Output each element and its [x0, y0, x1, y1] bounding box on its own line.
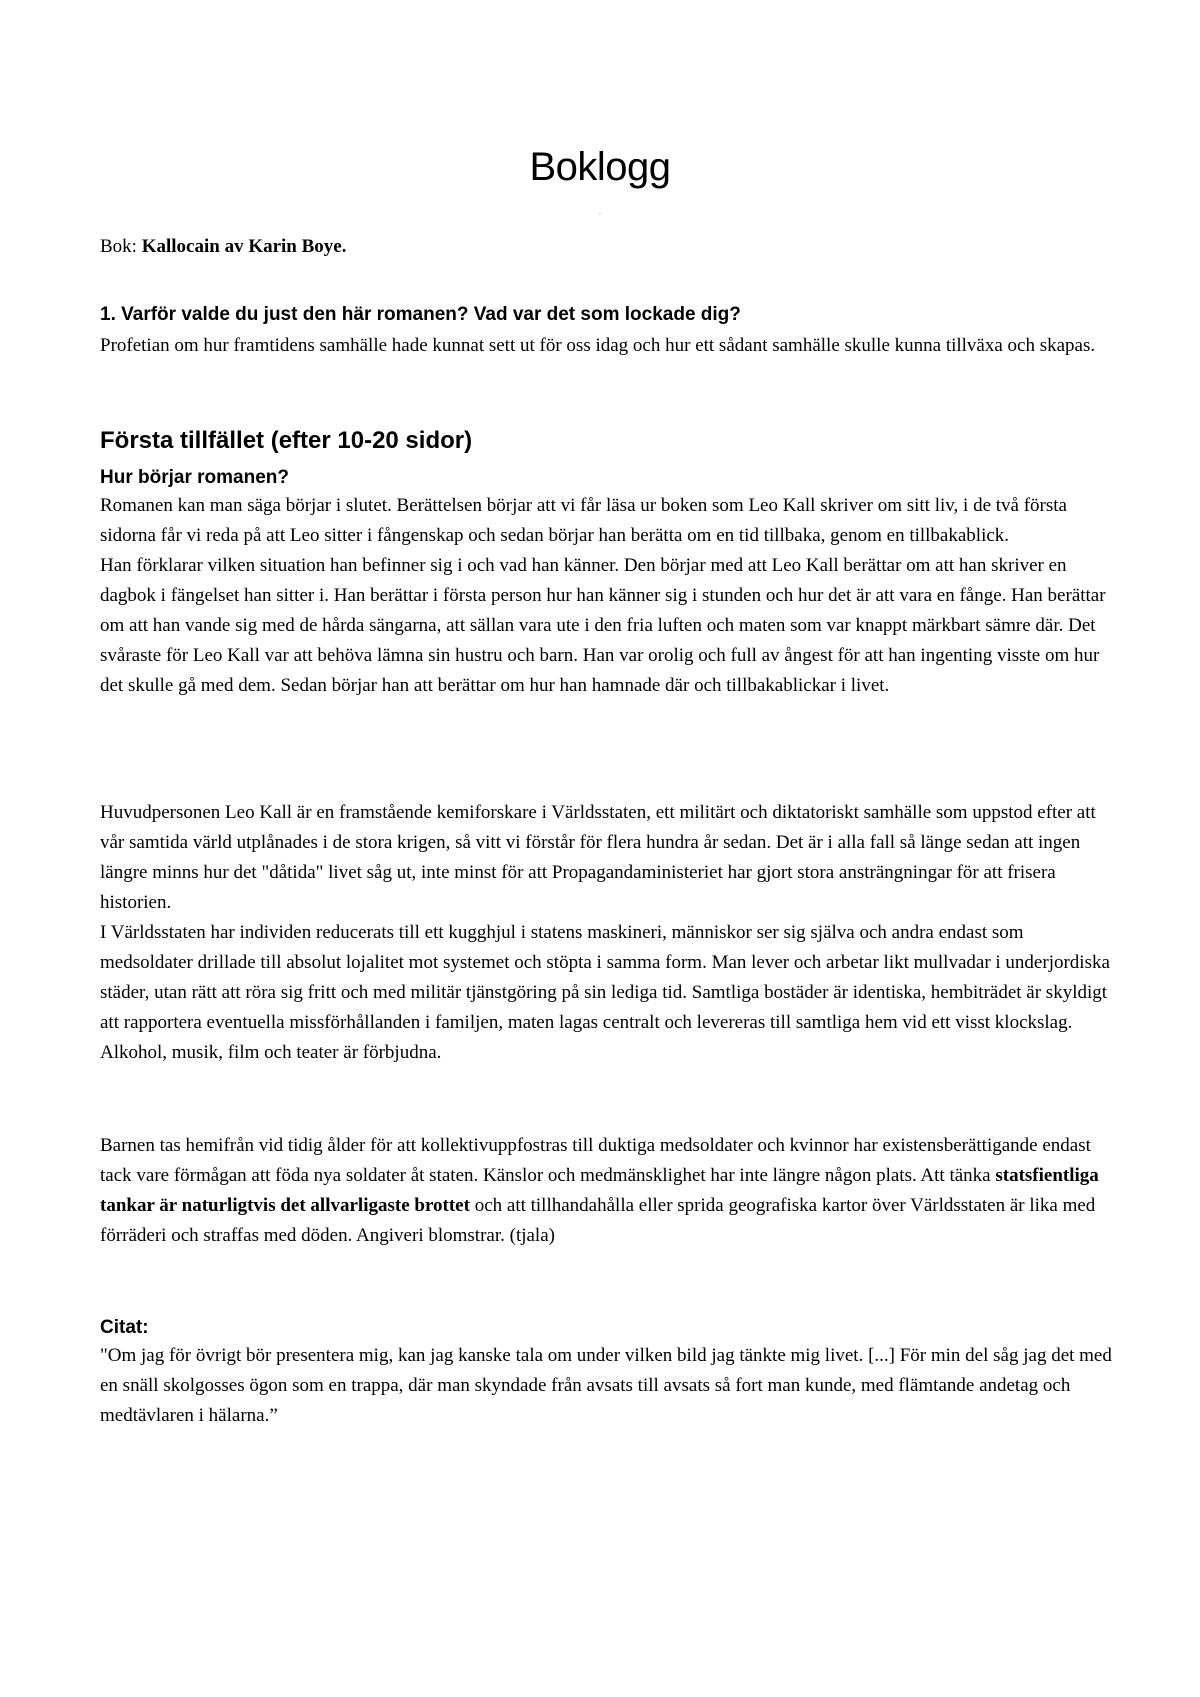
paragraph-bold-text: statsfientliga tankar är naturligtvis det allvarligaste brottet [100, 1165, 1099, 1216]
section-subheading: Hur börjar romanen? [100, 467, 289, 488]
quote-heading: Citat: [100, 1317, 149, 1338]
question-1-answer: Profetian om hur framtidens samhälle hade kunnat sett ut för oss idag och hur ett sådant samhälle skulle kunna tillväxa och skapas. [100, 335, 1096, 356]
intro-body [100, 491, 1120, 701]
children-paragraph [100, 1131, 1120, 1251]
section-heading: Första tillfället (efter 10-20 sidor) [100, 427, 473, 454]
book-line [100, 232, 1120, 262]
book-title: Kallocain av Karin Boye. [141, 236, 347, 257]
document-title: Boklogg [529, 145, 671, 189]
intro-paragraph: Han förklarar vilken situation han befinner sig i och vad han känner. Den börjar med att Leo Kall berättar om att han skriver en dagbok i fängelset han sitter i. Han berättar i första person hur han känner sig i stunden och hur det är att vara en fånge. Han berättar om att han vande sig med de hårda sängarna, att sällan vara ute i den fria luften och maten som var knappt märkbart sämre där. Det svåraste för Leo Kall var att behöva lämna sin hustru och barn. Han var orolig och full av ångest för att han ingenting visste om hur det skulle gå med dem. Sedan börjar han att berättar om hur han hamnade där och tillbakablickar i livet. [100, 555, 1106, 696]
body-paragraph: Huvudpersonen Leo Kall är en framstående kemiforskare i Världsstaten, ett militärt och diktatoriskt samhälle som uppstod efter att vår samtida värld utplånades i de stora krigen, så vitt vi förstår för flera hundra år sedan. Det är i alla fall så länge sedan att ingen längre minns hur det "dåtida" livet såg ut, inte minst för att Propagandaministeriet har gjort stora ansträngningar för att frisera historien. [100, 802, 1096, 913]
book-label: Bok: [100, 236, 137, 257]
question-1-heading: 1. Varför valde du just den här romanen? Vad var det som lockade dig? [100, 304, 741, 325]
intro-paragraph: Romanen kan man säga börjar i slutet. Berättelsen börjar att vi får läsa ur boken som Leo Kall skriver om sitt liv, i de två första sidorna får vi reda på att Leo sitter i fångenskap och sedan börjar han berätta om en tid tillbaka, genom en tillbakablick. [100, 495, 1067, 546]
body-paragraph: I Världsstaten har individen reducerats till ett kugghjul i statens maskineri, människor ser sig själva och andra endast som medsoldater drillade till absolut lojalitet mot systemet och stöpta i samma form. Man lever och arbetar likt mullvadar i underjordiska städer, utan rätt att röra sig fritt och med militär tjänstgöring på sin lediga tid. Samtliga bostäder är identiska, hembiträdet är skyldigt att rapportera eventuella missförhållanden i familjen, maten lagas centralt och levereras till samtliga hem vid ett visst klockslag. Alkohol, musik, film och teater är förbjudna. [100, 922, 1110, 1063]
paragraph-text: Barnen tas hemifrån vid tidig ålder för att kollektivuppfostras till duktiga medsoldater och kvinnor har existensberättigande endast tack vare förmågan att föda nya soldater åt staten. Känslor och medmänsklighet har inte längre någon plats. Att tänka [100, 1135, 1091, 1186]
quote-text: "Om jag för övrigt bör presentera mig, kan jag kanske tala om under vilken bild jag tänkte mig livet. [...] För min del såg jag det med en snäll skolgosses ögon som en trappa, där man skyndade från avsats till avsats så fort man kunde, med flämtande andetag och medtävlaren i hälarna.” [100, 1345, 1112, 1426]
subtitle-mark: . [598, 207, 602, 216]
world-state-body [100, 798, 1120, 1068]
paragraph-text: och att tillhandahålla eller sprida geografiska kartor över Världsstaten är lika med förräderi och straffas med döden. Angiveri blomstrar. (tjala) [100, 1195, 1096, 1246]
